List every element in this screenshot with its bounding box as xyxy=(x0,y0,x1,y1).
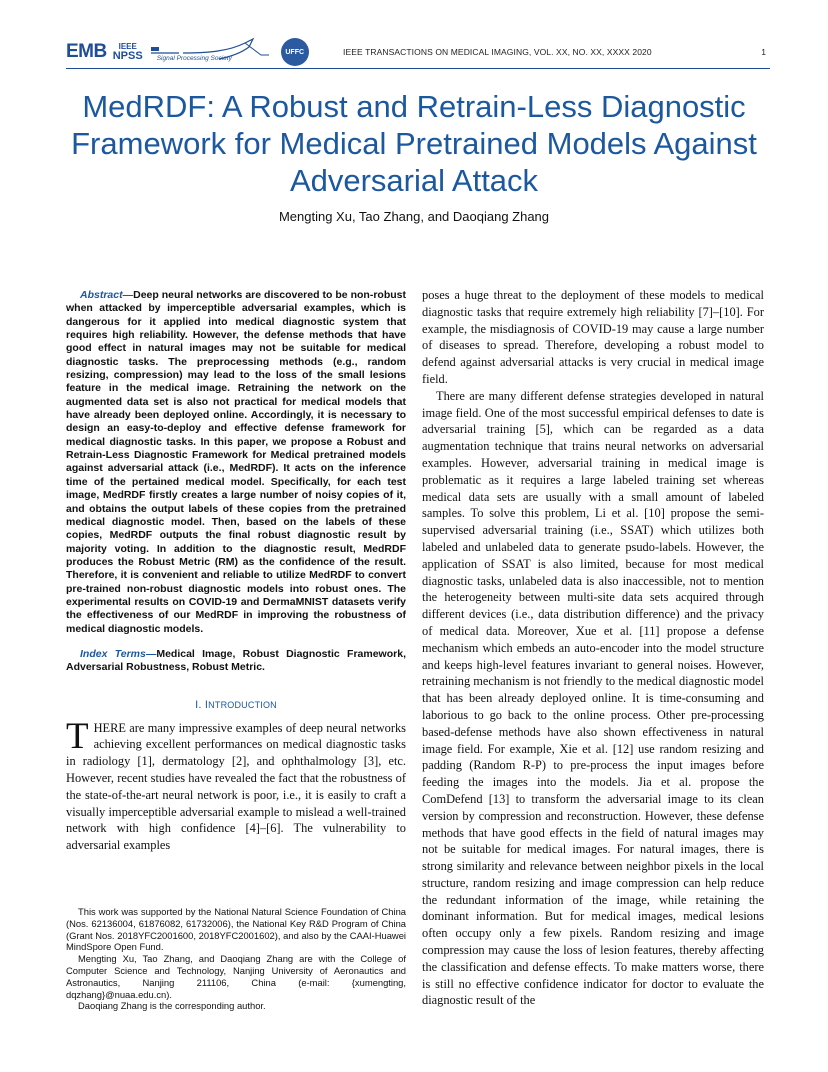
footnotes xyxy=(66,906,406,1012)
abstract-text: Deep neural networks are discovered to be non-robust when attacked by imperceptible adversarial examples, which is dangerous for it applied into medical diagnostic system that requires high reliability. However, the defense methods that have good effect in natural images may not be suitable for medical diagnostic tasks. The preprocessing methods (e.g., random resizing, compression) may lead to the loss of the small lesions feature in the medical image. Retraining the network on the augmented data set is also not practical for medical models that have already been deployed online. Accordingly, it is necessary to design an easy-to-deploy and effective defense framework for medical diagnostic tasks. In this paper, we propose a Robust and Retrain-Less Diagnostic Framework for Medical pretrained models against adversarial attack (i.e., MedRDF). It acts on the inference time of the pertained medical model. Specifically, for each test image, MedRDF firstly creates a large number of noisy copies of it, and obtains the output labels of these copies from the pretrained medical diagnostic model. Then, based on the labels of these copies, MedRDF outputs the final robust diagnostic result by majority voting. In addition to the diagnostic result, MedRDF produces the Robust Metric (RM) as the confidence of the result. Therefore, it is convenient and reliable to utilize MedRDF to convert pre-trained non-robust diagnostic models into robust ones. The experimental results on COVID-19 and DermaMNIST datasets verify the effectiveness of our MedRDF in improving the robustness of medical diagnostic models. xyxy=(66,289,406,635)
ieee-logo-text: IEEE xyxy=(118,41,137,51)
npss-logo-text: NPSS xyxy=(112,49,143,62)
sps-wave-icon xyxy=(149,37,275,67)
paper-authors: Mengting Xu, Tao Zhang, and Daoqiang Zhang xyxy=(278,209,550,224)
journal-name: IEEE TRANSACTIONS ON MEDICAL IMAGING, VOL. XX, NO. XX, XXXX 2020 xyxy=(343,47,652,57)
header-rule xyxy=(66,68,770,69)
sps-logo-text: Signal Processing Society xyxy=(156,55,232,62)
abstract xyxy=(66,289,406,636)
section-title-rest: NTRODUCTION xyxy=(208,699,277,710)
index-terms-label: Index Terms— xyxy=(80,647,157,660)
ieee-npss-logo xyxy=(113,43,143,62)
abstract-label: Abstract— xyxy=(80,289,134,301)
footnote-funding: This work was supported by the National Natural Science Foundation of China (Nos. 62136004, 61876082, 61732006), the National Key R&D Program of China (Grant Nos. 2018YFC2001600, 2018YFC2001602), and also by the CAAI-Huawei MindSpore Open Fund. xyxy=(66,906,406,953)
section-title-initial: I xyxy=(204,698,209,711)
right-column xyxy=(422,287,764,1009)
footnote-corresponding: Daoqiang Zhang is the corresponding author. xyxy=(78,1000,266,1012)
right-paragraph-1: poses a huge threat to the deployment of these models to medical diagnostic tasks that require extremely high reliability [7]–[10]. For example, the misdiagnosis of COVID-19 may cause a large number of diseases to spread. Therefore, developing a robust model to defend against adversarial attacks is very crucial in medical image field. xyxy=(422,288,764,386)
right-paragraph-2: There are many different defense strategies developed in natural image field. One of the most successful empirical defenses to date is adversarial training [5], which can be regarded as a data augmentation technique that trains neural networks on adversarial examples. However, adversarial training in medical image is problematic as it requires a large labeled training set whereas medical data sets are usually with a small amount of labeled samples. To solve this problem, Li et al. [10] propose the semi-supervised adversarial training (i.e., SSAT) which utilizes both labeled and unlabeled data to generate psudo-labels. However, the application of SSAT is also limited, because for most medical diagnostic tasks, unlabeled data is also inaccessible, not to mention the heterogeneity between multi-site data sets acquired through different devices (i.e., data distribution difference) and the privacy of medical data. Moreover, Xue et al. [11] propose a defense mechanism which embeds an auto-encoder into the model structure and keeps high-level features invariant to general noises. However, retraining mechanism is not friendly to the medical diagnostic model that has been already deployed online. It is time-consuming and laborious to go back to the online process. Other pre-processing based-defense methods have also shown effectiveness in natural image field. For example, Xie et al. [12] use random resizing and padding (Random R-P) to pre-process the input images before feeding the images into the models. Jia et al. propose the ComDefend [13] to transform the adversarial image to its clean version by compression and reconstruction. However, these defense methods that have good effects in the field of natural images may not be suitable for medical images. For natural images, there is strong similarity and relevance between neighbor pixels in the local structure, random resizing and image compression can help reduce the redundant information of the image, while retaining the dominant information. But for medical images, medical lesions often occupy only a few pixels. Random resizing and image compression may cause the loss of lesion features, thereby affecting the classification and defense effects. To make matters worse, there is still no effective confidence indicator for doctor to evaluate the diagnostic result of the xyxy=(422,388,764,1008)
index-terms xyxy=(66,648,406,675)
intro-paragraph-text: HERE are many impressive examples of deep neural networks achieving excellent performances on medical diagnostic tasks in radiology [1], dermatology [2], and ophthalmology [3], etc. However, recent studies have revealed the fact that the robustness of the state-of-the-art neural network is poor, i.e., it is easily to craft a visually imperceptible adversarial example to mislead a well-trained network with high confidence [4]–[6]. The vulnerability to adversarial examples xyxy=(66,720,406,853)
uffc-logo: UFFC xyxy=(281,38,309,66)
index-terms-text: Medical Image, Robust Diagnostic Framework, Adversarial Robustness, Robust Metric. xyxy=(66,647,406,674)
intro-paragraph xyxy=(66,715,406,854)
left-column xyxy=(66,289,406,854)
paper-title: MedRDF: A Robust and Retrain-Less Diagnostic Framework for Medical Pretrained Models Against Adversarial Attack xyxy=(71,89,757,198)
society-logos xyxy=(66,36,309,68)
emb-logo: EMB xyxy=(66,41,107,62)
footnote-affiliation: Mengting Xu, Tao Zhang, and Daoqiang Zhang are with the College of Computer Science and Technology, Nanjing University of Aeronautics and Astronautics, Nanjing 211106, China (e-mail: {xumengting, dqzhang}@nuaa.edu.cn). xyxy=(66,953,406,1000)
drop-cap: T xyxy=(66,715,89,757)
journal-header xyxy=(66,36,770,72)
signal-processing-society-logo xyxy=(149,37,275,67)
section-number: I. xyxy=(195,698,205,711)
section-heading-introduction xyxy=(66,699,406,711)
page-number: 1 xyxy=(761,47,766,57)
